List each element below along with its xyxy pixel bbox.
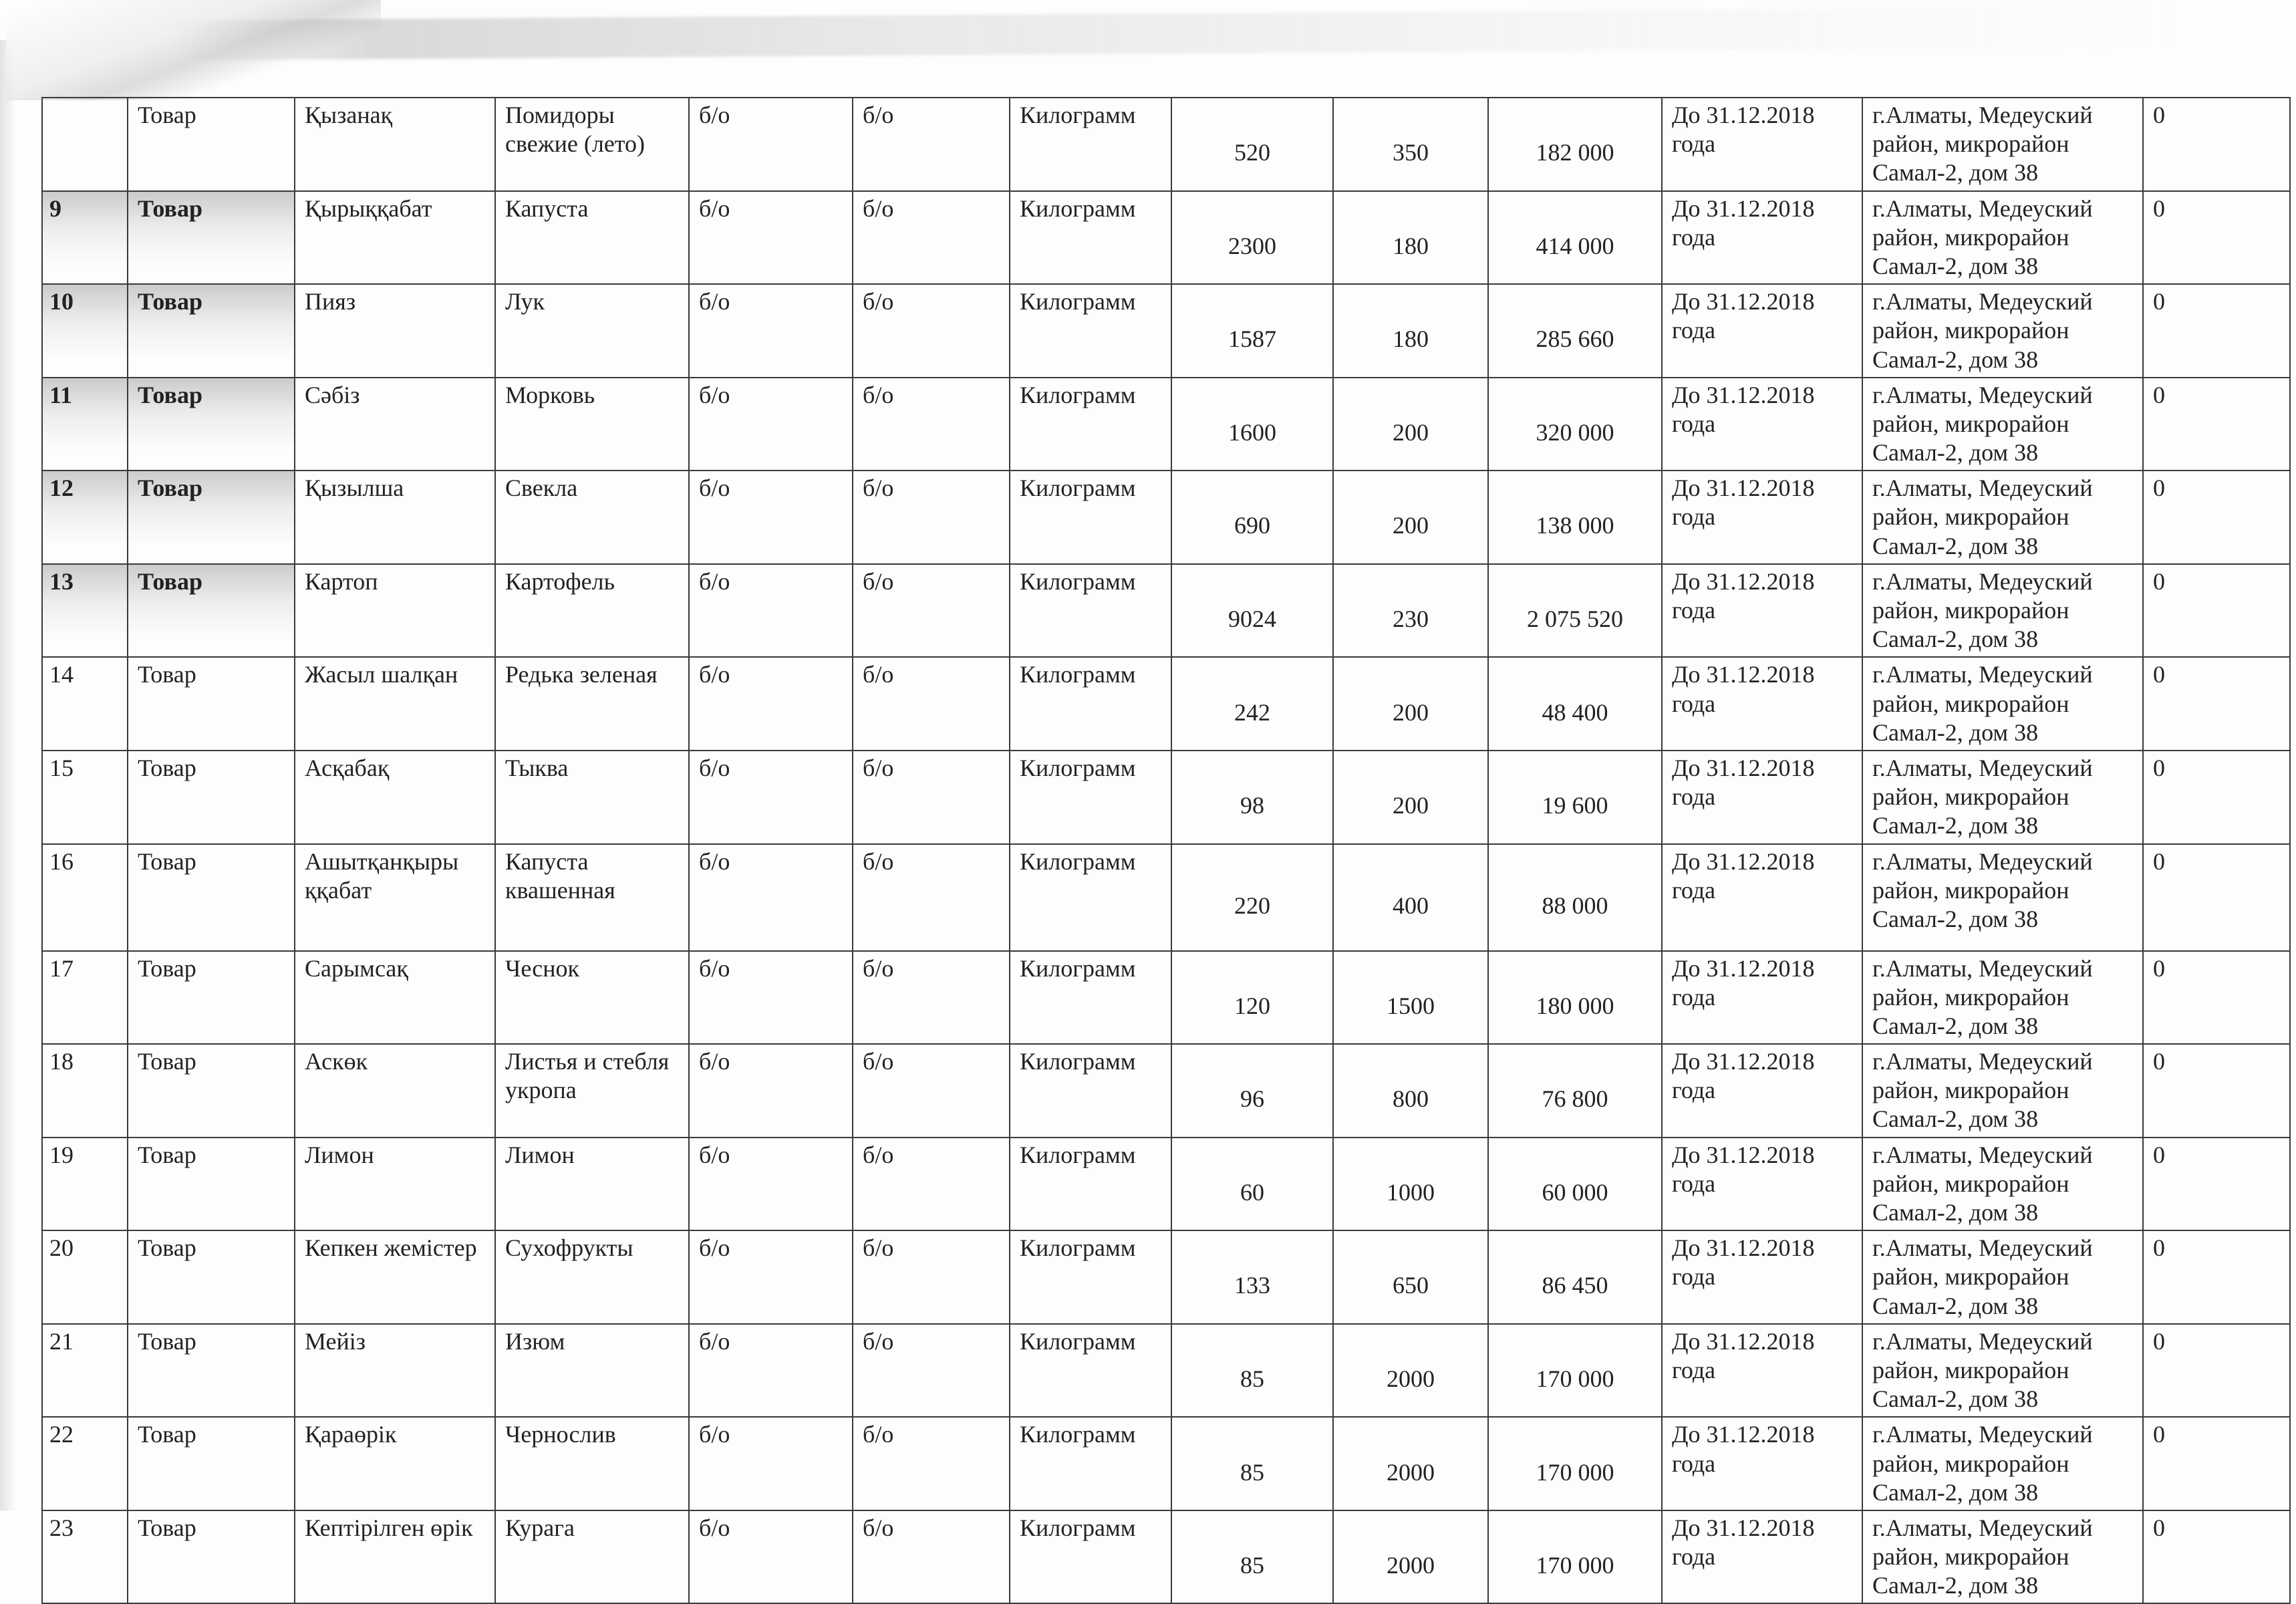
table-row <box>42 1044 2290 1138</box>
cell-delivery-term: До 31.12.2018 года <box>1662 951 1862 1045</box>
cell-number: 18 <box>42 1044 128 1138</box>
cell-unit: Килограмм <box>1010 1324 1171 1418</box>
cell-col5: б/о <box>689 98 853 191</box>
cell-advance: 0 <box>2143 284 2290 378</box>
cell-type: Товар <box>128 98 295 191</box>
cell-delivery-term: До 31.12.2018 года <box>1662 564 1862 658</box>
cell-advance: 0 <box>2143 1324 2290 1418</box>
cell-col6: б/о <box>853 471 1010 564</box>
cell-sum: 76 800 <box>1488 1044 1662 1138</box>
cell-unit: Килограмм <box>1010 657 1171 751</box>
scan-edge-shadow <box>0 40 16 1510</box>
cell-unit: Килограмм <box>1010 378 1171 471</box>
cell-unit: Килограмм <box>1010 564 1171 658</box>
cell-sum: 414 000 <box>1488 191 1662 285</box>
cell-advance: 0 <box>2143 191 2290 285</box>
cell-type: Товар <box>128 191 295 285</box>
cell-delivery-term: До 31.12.2018 года <box>1662 1510 1862 1604</box>
cell-col5: б/о <box>689 378 853 471</box>
cell-quantity: 85 <box>1171 1417 1333 1510</box>
cell-delivery-term: До 31.12.2018 года <box>1662 1044 1862 1138</box>
cell-name-kz: Сәбіз <box>295 378 495 471</box>
cell-quantity: 520 <box>1171 98 1333 191</box>
cell-col6: б/о <box>853 1044 1010 1138</box>
cell-sum: 170 000 <box>1488 1324 1662 1418</box>
cell-delivery-place: г.Алматы, Медеуский район, микрорайон Самал-2, дом 38 <box>1862 1044 2143 1138</box>
cell-advance: 0 <box>2143 471 2290 564</box>
cell-price: 2000 <box>1333 1510 1488 1604</box>
cell-name-kz: Қызанақ <box>295 98 495 191</box>
table-row <box>42 1324 2290 1418</box>
cell-delivery-place: г.Алматы, Медеуский район, микрорайон Самал-2, дом 38 <box>1862 564 2143 658</box>
cell-price: 2000 <box>1333 1417 1488 1510</box>
cell-delivery-place: г.Алматы, Медеуский район, микрорайон Самал-2, дом 38 <box>1862 951 2143 1045</box>
cell-type: Товар <box>128 657 295 751</box>
cell-quantity: 85 <box>1171 1510 1333 1604</box>
cell-delivery-term: До 31.12.2018 года <box>1662 284 1862 378</box>
cell-price: 200 <box>1333 471 1488 564</box>
cell-sum: 170 000 <box>1488 1417 1662 1510</box>
cell-name-kz: Лимон <box>295 1138 495 1231</box>
cell-col6: б/о <box>853 378 1010 471</box>
cell-name-ru: Морковь <box>495 378 689 471</box>
cell-name-kz: Картоп <box>295 564 495 658</box>
cell-name-kz: Ашытқанқыры ққабат <box>295 844 495 951</box>
cell-quantity: 120 <box>1171 951 1333 1045</box>
cell-quantity: 133 <box>1171 1230 1333 1324</box>
cell-price: 650 <box>1333 1230 1488 1324</box>
cell-quantity: 9024 <box>1171 564 1333 658</box>
table-row <box>42 564 2290 658</box>
cell-delivery-place: г.Алматы, Медеуский район, микрорайон Самал-2, дом 38 <box>1862 657 2143 751</box>
cell-advance: 0 <box>2143 844 2290 951</box>
cell-advance: 0 <box>2143 1417 2290 1510</box>
cell-advance: 0 <box>2143 657 2290 751</box>
cell-unit: Килограмм <box>1010 191 1171 285</box>
cell-delivery-place: г.Алматы, Медеуский район, микрорайон Самал-2, дом 38 <box>1862 1138 2143 1231</box>
cell-col6: б/о <box>853 1230 1010 1324</box>
cell-sum: 60 000 <box>1488 1138 1662 1231</box>
cell-price: 180 <box>1333 284 1488 378</box>
cell-col5: б/о <box>689 844 853 951</box>
cell-price: 180 <box>1333 191 1488 285</box>
table-row <box>42 471 2290 564</box>
cell-col6: б/о <box>853 951 1010 1045</box>
table-row <box>42 751 2290 844</box>
cell-delivery-place: г.Алматы, Медеуский район, микрорайон Самал-2, дом 38 <box>1862 751 2143 844</box>
cell-advance: 0 <box>2143 98 2290 191</box>
cell-quantity: 2300 <box>1171 191 1333 285</box>
cell-name-kz: Аскөк <box>295 1044 495 1138</box>
cell-col6: б/о <box>853 1417 1010 1510</box>
cell-name-ru: Свекла <box>495 471 689 564</box>
cell-delivery-term: До 31.12.2018 года <box>1662 844 1862 951</box>
cell-price: 2000 <box>1333 1324 1488 1418</box>
cell-col6: б/о <box>853 657 1010 751</box>
table-row <box>42 191 2290 285</box>
cell-delivery-place: г.Алматы, Медеуский район, микрорайон Самал-2, дом 38 <box>1862 1230 2143 1324</box>
cell-name-ru: Листья и стебля укропа <box>495 1044 689 1138</box>
cell-quantity: 98 <box>1171 751 1333 844</box>
cell-type: Товар <box>128 1044 295 1138</box>
cell-quantity: 1600 <box>1171 378 1333 471</box>
cell-number: 10 <box>42 284 128 378</box>
cell-unit: Килограмм <box>1010 1138 1171 1231</box>
cell-delivery-place: г.Алматы, Медеуский район, микрорайон Самал-2, дом 38 <box>1862 471 2143 564</box>
table-row <box>42 378 2290 471</box>
cell-delivery-term: До 31.12.2018 года <box>1662 1138 1862 1231</box>
cell-unit: Килограмм <box>1010 284 1171 378</box>
cell-price: 200 <box>1333 378 1488 471</box>
cell-number: 12 <box>42 471 128 564</box>
table-row <box>42 284 2290 378</box>
cell-unit: Килограмм <box>1010 1417 1171 1510</box>
cell-unit: Килограмм <box>1010 98 1171 191</box>
cell-sum: 86 450 <box>1488 1230 1662 1324</box>
cell-name-kz: Қырыққабат <box>295 191 495 285</box>
cell-name-ru: Капуста <box>495 191 689 285</box>
cell-col6: б/о <box>853 751 1010 844</box>
cell-name-ru: Курага <box>495 1510 689 1604</box>
cell-name-kz: Жасыл шалқан <box>295 657 495 751</box>
cell-sum: 180 000 <box>1488 951 1662 1045</box>
cell-type: Товар <box>128 378 295 471</box>
cell-col5: б/о <box>689 1417 853 1510</box>
cell-unit: Килограмм <box>1010 471 1171 564</box>
cell-quantity: 85 <box>1171 1324 1333 1418</box>
cell-col6: б/о <box>853 191 1010 285</box>
cell-name-ru: Тыква <box>495 751 689 844</box>
table-row <box>42 1510 2290 1604</box>
cell-number: 13 <box>42 564 128 658</box>
cell-delivery-term: До 31.12.2018 года <box>1662 1324 1862 1418</box>
cell-unit: Килограмм <box>1010 951 1171 1045</box>
cell-name-ru: Лук <box>495 284 689 378</box>
cell-type: Товар <box>128 751 295 844</box>
cell-number: 19 <box>42 1138 128 1231</box>
cell-delivery-term: До 31.12.2018 года <box>1662 751 1862 844</box>
cell-delivery-term: До 31.12.2018 года <box>1662 378 1862 471</box>
cell-price: 400 <box>1333 844 1488 951</box>
table-row <box>42 1138 2290 1231</box>
cell-name-ru: Помидоры свежие (лето) <box>495 98 689 191</box>
cell-name-ru: Чернослив <box>495 1417 689 1510</box>
cell-sum: 48 400 <box>1488 657 1662 751</box>
cell-name-ru: Чеснок <box>495 951 689 1045</box>
cell-col5: б/о <box>689 471 853 564</box>
cell-delivery-place: г.Алматы, Медеуский район, микрорайон Самал-2, дом 38 <box>1862 98 2143 191</box>
cell-col5: б/о <box>689 1510 853 1604</box>
cell-col5: б/о <box>689 951 853 1045</box>
cell-name-kz: Кепкен жемістер <box>295 1230 495 1324</box>
cell-quantity: 60 <box>1171 1138 1333 1231</box>
cell-price: 1500 <box>1333 951 1488 1045</box>
cell-unit: Килограмм <box>1010 1044 1171 1138</box>
cell-quantity: 690 <box>1171 471 1333 564</box>
cell-col5: б/о <box>689 751 853 844</box>
cell-quantity: 96 <box>1171 1044 1333 1138</box>
procurement-table <box>41 97 2291 1604</box>
cell-number: 14 <box>42 657 128 751</box>
cell-number: 11 <box>42 378 128 471</box>
cell-advance: 0 <box>2143 1044 2290 1138</box>
cell-delivery-term: До 31.12.2018 года <box>1662 1230 1862 1324</box>
cell-advance: 0 <box>2143 1230 2290 1324</box>
cell-quantity: 1587 <box>1171 284 1333 378</box>
cell-type: Товар <box>128 951 295 1045</box>
cell-sum: 19 600 <box>1488 751 1662 844</box>
cell-number: 23 <box>42 1510 128 1604</box>
cell-col5: б/о <box>689 1138 853 1231</box>
cell-sum: 170 000 <box>1488 1510 1662 1604</box>
cell-delivery-term: До 31.12.2018 года <box>1662 471 1862 564</box>
cell-name-ru: Изюм <box>495 1324 689 1418</box>
cell-delivery-place: г.Алматы, Медеуский район, микрорайон Самал-2, дом 38 <box>1862 1417 2143 1510</box>
cell-col6: б/о <box>853 1510 1010 1604</box>
cell-type: Товар <box>128 564 295 658</box>
cell-number: 21 <box>42 1324 128 1418</box>
cell-delivery-place: г.Алматы, Медеуский район, микрорайон Самал-2, дом 38 <box>1862 378 2143 471</box>
cell-price: 200 <box>1333 657 1488 751</box>
table-row <box>42 657 2290 751</box>
cell-unit: Килограмм <box>1010 751 1171 844</box>
cell-col6: б/о <box>853 564 1010 658</box>
cell-price: 230 <box>1333 564 1488 658</box>
cell-delivery-place: г.Алматы, Медеуский район, микрорайон Самал-2, дом 38 <box>1862 284 2143 378</box>
cell-unit: Килограмм <box>1010 1230 1171 1324</box>
cell-col6: б/о <box>853 1324 1010 1418</box>
cell-type: Товар <box>128 1138 295 1231</box>
cell-type: Товар <box>128 1324 295 1418</box>
cell-col5: б/о <box>689 564 853 658</box>
cell-col6: б/о <box>853 284 1010 378</box>
cell-col5: б/о <box>689 1044 853 1138</box>
cell-quantity: 242 <box>1171 657 1333 751</box>
cell-sum: 88 000 <box>1488 844 1662 951</box>
cell-number: 20 <box>42 1230 128 1324</box>
cell-unit: Килограмм <box>1010 1510 1171 1604</box>
cell-sum: 138 000 <box>1488 471 1662 564</box>
cell-name-kz: Пияз <box>295 284 495 378</box>
cell-number: 9 <box>42 191 128 285</box>
cell-name-ru: Капуста квашенная <box>495 844 689 951</box>
cell-type: Товар <box>128 471 295 564</box>
cell-sum: 320 000 <box>1488 378 1662 471</box>
cell-advance: 0 <box>2143 1510 2290 1604</box>
cell-delivery-term: До 31.12.2018 года <box>1662 1417 1862 1510</box>
cell-advance: 0 <box>2143 1138 2290 1231</box>
cell-col6: б/о <box>853 1138 1010 1231</box>
cell-advance: 0 <box>2143 564 2290 658</box>
cell-name-ru: Редька зеленая <box>495 657 689 751</box>
cell-name-ru: Лимон <box>495 1138 689 1231</box>
cell-price: 1000 <box>1333 1138 1488 1231</box>
cell-delivery-term: До 31.12.2018 года <box>1662 98 1862 191</box>
cell-type: Товар <box>128 1417 295 1510</box>
table-row <box>42 98 2290 191</box>
cell-name-ru: Сухофрукты <box>495 1230 689 1324</box>
cell-name-kz: Сарымсақ <box>295 951 495 1045</box>
cell-quantity: 220 <box>1171 844 1333 951</box>
cell-name-kz: Асқабақ <box>295 751 495 844</box>
cell-delivery-place: г.Алматы, Медеуский район, микрорайон Самал-2, дом 38 <box>1862 844 2143 951</box>
cell-sum: 2 075 520 <box>1488 564 1662 658</box>
cell-col5: б/о <box>689 1324 853 1418</box>
cell-col5: б/о <box>689 657 853 751</box>
cell-col5: б/о <box>689 191 853 285</box>
cell-col5: б/о <box>689 1230 853 1324</box>
cell-number: 17 <box>42 951 128 1045</box>
cell-name-kz: Қараөрік <box>295 1417 495 1510</box>
cell-type: Товар <box>128 844 295 951</box>
cell-advance: 0 <box>2143 378 2290 471</box>
cell-type: Товар <box>128 284 295 378</box>
cell-name-ru: Картофель <box>495 564 689 658</box>
cell-delivery-term: До 31.12.2018 года <box>1662 191 1862 285</box>
cell-price: 200 <box>1333 751 1488 844</box>
cell-type: Товар <box>128 1510 295 1604</box>
cell-number: 22 <box>42 1417 128 1510</box>
cell-number: 15 <box>42 751 128 844</box>
cell-delivery-term: До 31.12.2018 года <box>1662 657 1862 751</box>
cell-col6: б/о <box>853 844 1010 951</box>
cell-sum: 182 000 <box>1488 98 1662 191</box>
table-row <box>42 951 2290 1045</box>
cell-number: 16 <box>42 844 128 951</box>
cell-price: 800 <box>1333 1044 1488 1138</box>
cell-number <box>42 98 128 191</box>
table-row <box>42 844 2290 951</box>
table-body <box>42 98 2290 1603</box>
cell-price: 350 <box>1333 98 1488 191</box>
cell-name-kz: Қызылша <box>295 471 495 564</box>
scan-top-smudge <box>174 7 2178 61</box>
cell-unit: Килограмм <box>1010 844 1171 951</box>
cell-col6: б/о <box>853 98 1010 191</box>
cell-delivery-place: г.Алматы, Медеуский район, микрорайон Самал-2, дом 38 <box>1862 1324 2143 1418</box>
cell-col5: б/о <box>689 284 853 378</box>
cell-name-kz: Кептірілген өрік <box>295 1510 495 1604</box>
cell-advance: 0 <box>2143 951 2290 1045</box>
table-row <box>42 1230 2290 1324</box>
cell-sum: 285 660 <box>1488 284 1662 378</box>
cell-delivery-place: г.Алматы, Медеуский район, микрорайон Самал-2, дом 38 <box>1862 191 2143 285</box>
cell-delivery-place: г.Алматы, Медеуский район, микрорайон Самал-2, дом 38 <box>1862 1510 2143 1604</box>
cell-advance: 0 <box>2143 751 2290 844</box>
cell-type: Товар <box>128 1230 295 1324</box>
table-row <box>42 1417 2290 1510</box>
cell-name-kz: Мейіз <box>295 1324 495 1418</box>
